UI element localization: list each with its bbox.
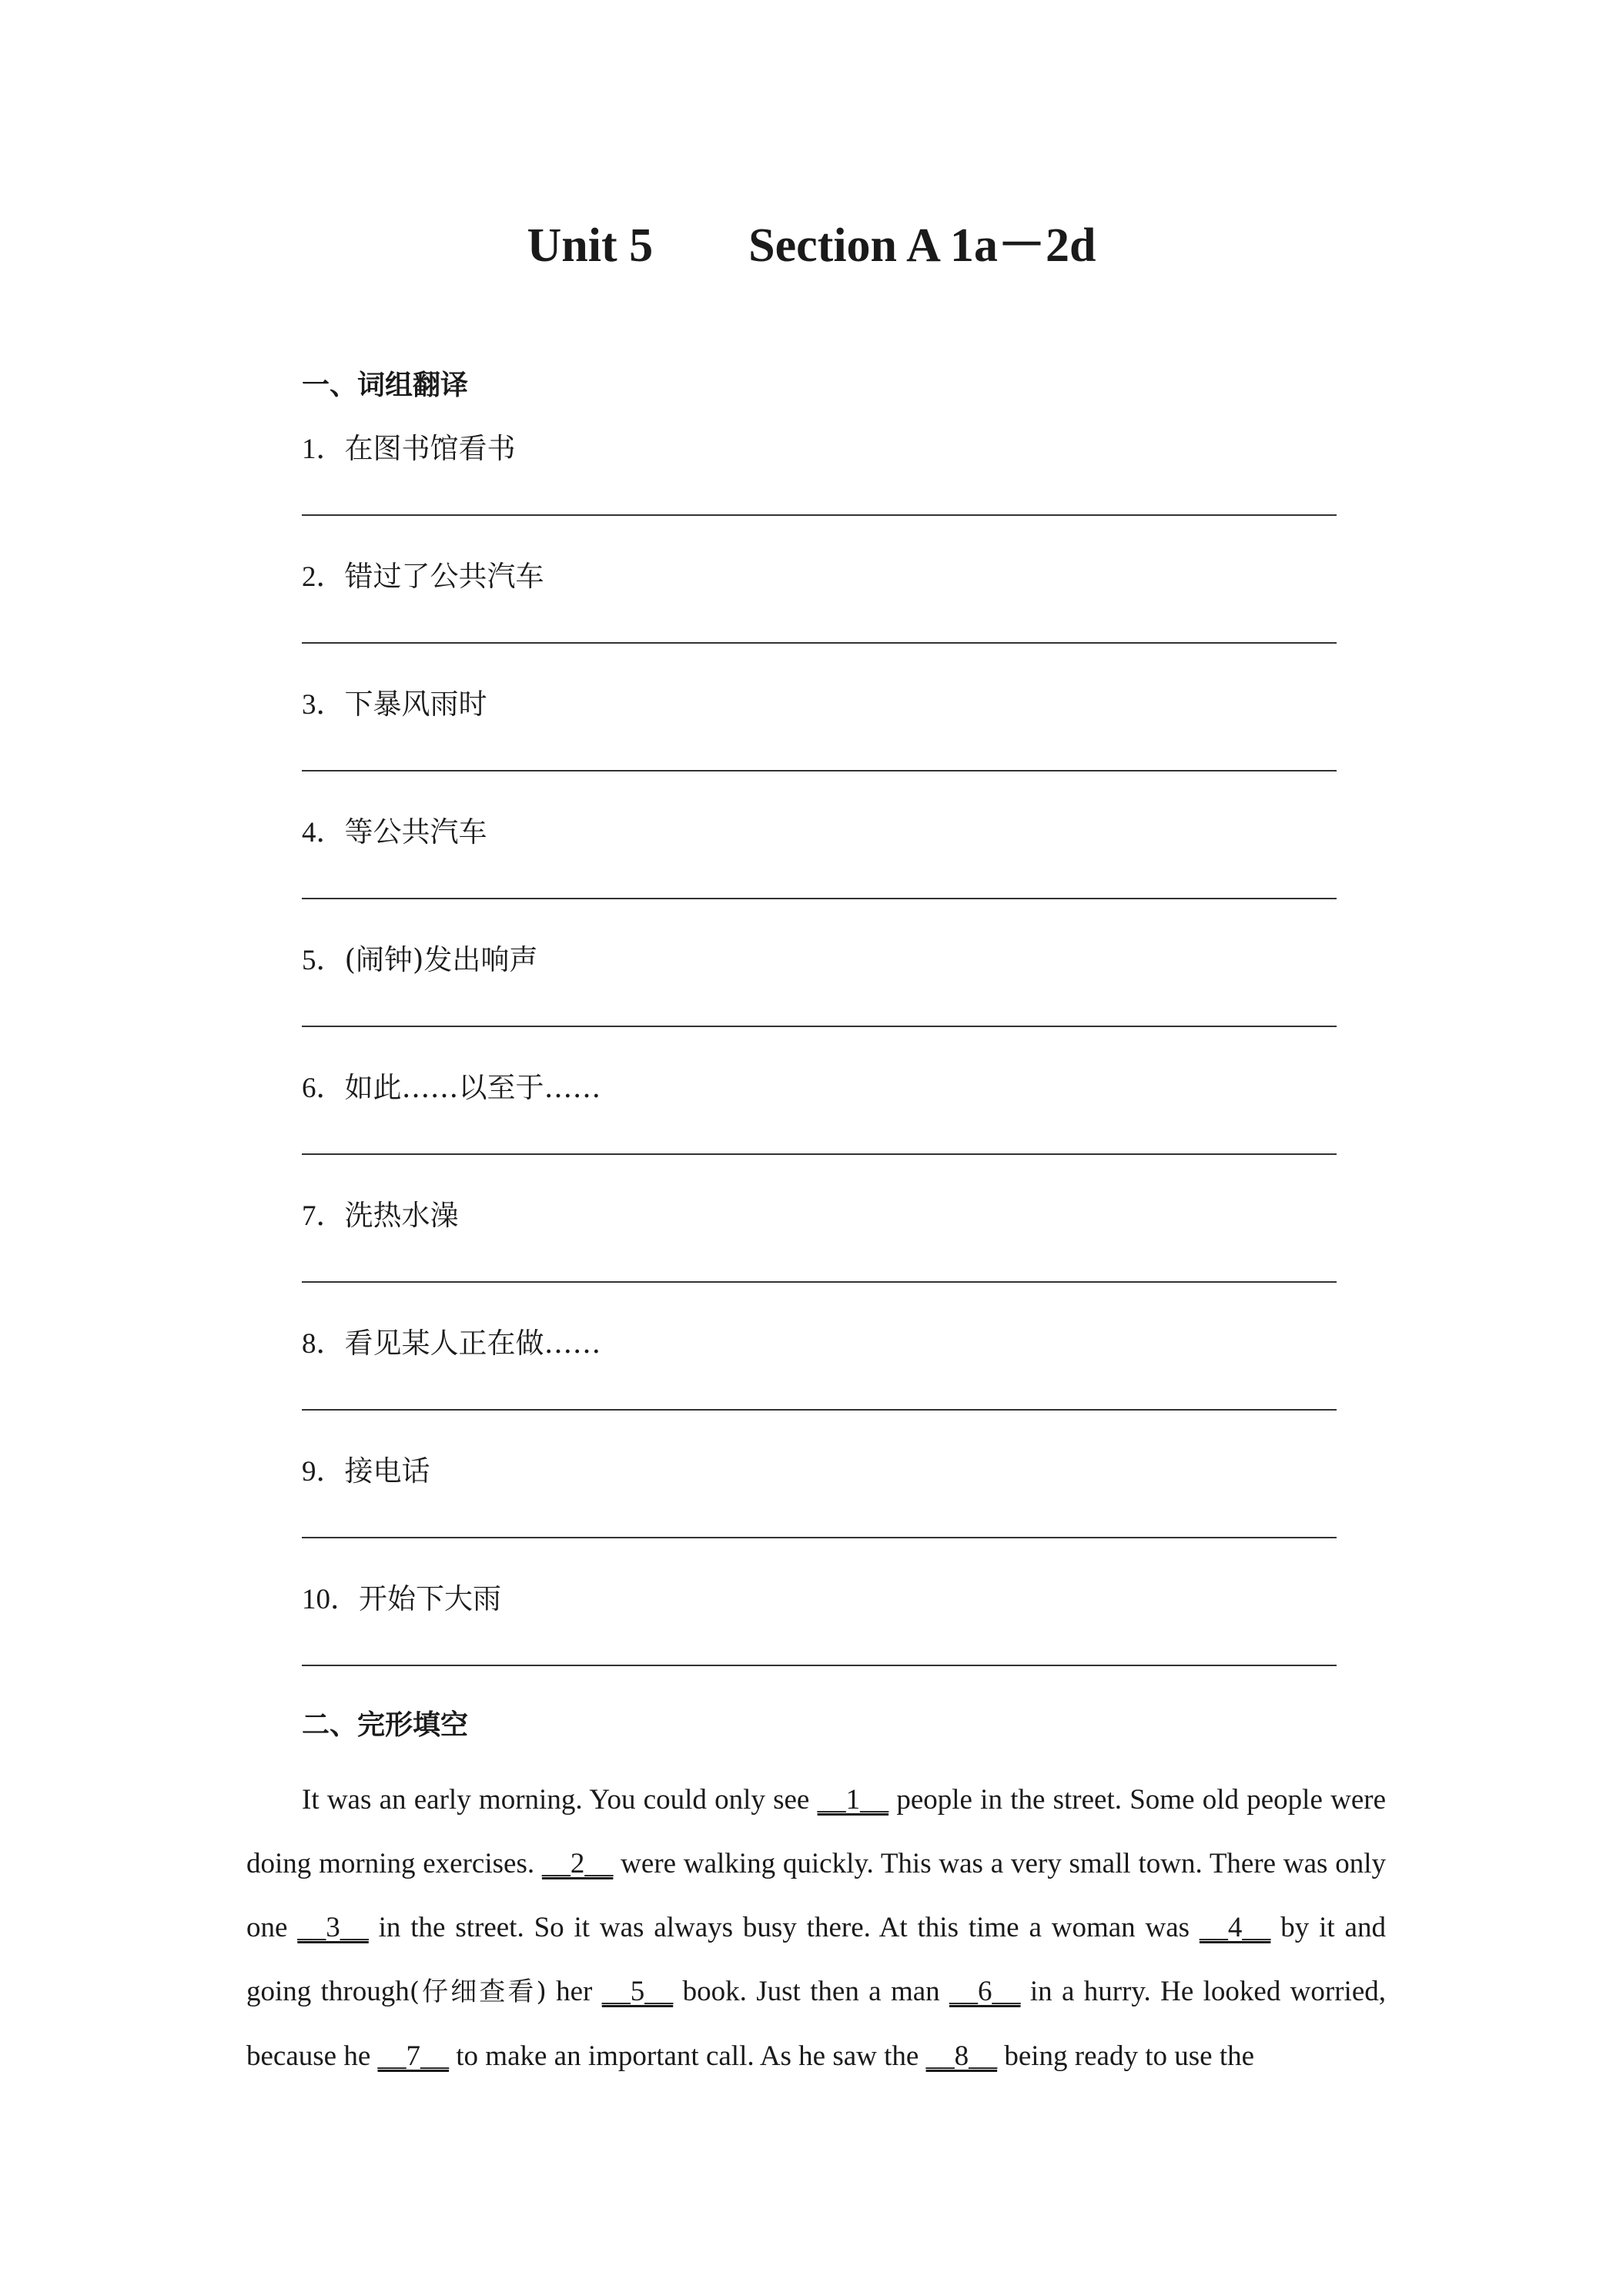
cloze-blank-1: __1__ — [817, 1784, 889, 1816]
cloze-blank-8: __8__ — [925, 2040, 998, 2072]
item-prompt: 洗热水澡 — [344, 1199, 459, 1232]
cloze-blank-4: __4__ — [1199, 1912, 1271, 1943]
item-number: 8． — [302, 1328, 345, 1360]
passage-text: by it and going through — [246, 1912, 1386, 2007]
item-number: 4． — [302, 817, 345, 848]
section-heading-translation: 一、词组翻译 — [302, 370, 469, 401]
item-prompt: 下暴风雨时 — [344, 688, 487, 721]
passage-text: her — [546, 1976, 602, 2007]
translation-item — [302, 1064, 601, 1106]
passage-text: people in the street. Some old people were doing morning exercises. — [246, 1784, 1386, 1879]
translation-item — [302, 1320, 601, 1361]
answer-line[interactable] — [302, 514, 1337, 516]
cloze-blank-7: __7__ — [377, 2040, 450, 2072]
item-prompt: 接电话 — [344, 1454, 430, 1488]
passage-text: being ready to use the — [997, 2040, 1255, 2072]
item-number: 1． — [302, 433, 345, 465]
cloze-blank-6: __6__ — [949, 1976, 1021, 2007]
answer-line[interactable] — [302, 898, 1337, 899]
item-prompt: 如此……以至于…… — [344, 1071, 601, 1104]
answer-line[interactable] — [302, 1409, 1337, 1411]
answer-line[interactable] — [302, 1665, 1337, 1666]
cloze-blank-3: __3__ — [297, 1912, 369, 1943]
translation-item — [302, 681, 487, 722]
passage-text: in the street. So it was always busy there. At this time a woman was — [368, 1912, 1200, 1943]
translation-item — [302, 425, 516, 467]
passage-text: to make an important call. As he saw the — [449, 2040, 926, 2072]
chinese-gloss: (仔细查看) — [409, 1976, 547, 2007]
section-heading-cloze: 二、完形填空 — [302, 1709, 469, 1741]
translation-item — [302, 553, 544, 594]
cloze-blank-5: __5__ — [601, 1976, 674, 2007]
cloze-passage — [246, 1768, 1386, 2088]
item-number: 10． — [302, 1584, 359, 1615]
passage-text: book. Just then a man — [673, 1976, 950, 2007]
passage-text: It was an early morning. You could only see — [302, 1784, 818, 1816]
translation-item — [302, 1575, 501, 1617]
item-number: 5． — [302, 945, 345, 976]
answer-line[interactable] — [302, 1537, 1337, 1538]
passage-text: in a hurry. He looked worried, because he — [246, 1976, 1386, 2072]
item-prompt: 在图书馆看书 — [344, 432, 516, 465]
item-number: 6． — [302, 1073, 345, 1104]
item-prompt: 错过了公共汽车 — [344, 560, 544, 593]
item-prompt: (闹钟)发出响声 — [344, 943, 538, 976]
translation-item — [302, 1448, 430, 1489]
translation-item — [302, 1192, 459, 1233]
item-number: 9． — [302, 1456, 345, 1488]
item-prompt: 看见某人正在做…… — [344, 1327, 601, 1360]
translation-item — [302, 936, 537, 978]
translation-item — [302, 808, 487, 850]
item-number: 7． — [302, 1200, 345, 1232]
page-title: Unit 5 Section A 1a－2d — [527, 219, 1096, 272]
answer-line[interactable] — [302, 1026, 1337, 1027]
cloze-blank-2: __2__ — [541, 1848, 614, 1879]
answer-line[interactable] — [302, 770, 1337, 771]
answer-line[interactable] — [302, 1153, 1337, 1155]
item-prompt: 开始下大雨 — [359, 1582, 501, 1615]
item-number: 3． — [302, 689, 345, 721]
item-number: 2． — [302, 561, 345, 593]
answer-line[interactable] — [302, 1281, 1337, 1283]
item-prompt: 等公共汽车 — [344, 815, 487, 848]
answer-line[interactable] — [302, 642, 1337, 644]
passage-text: were walking quickly. This was a very small town. There was only one — [246, 1848, 1386, 1943]
